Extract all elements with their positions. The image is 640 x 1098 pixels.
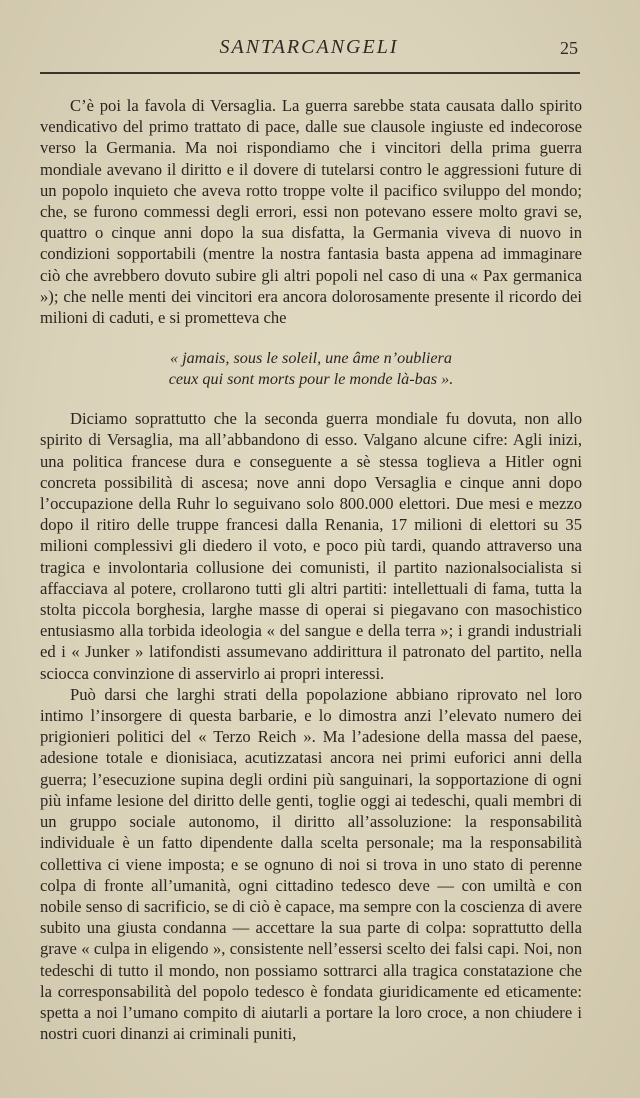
page-number: 25: [560, 38, 578, 58]
paragraph-versaglia: C’è poi la favola di Versaglia. La guerra sarebbe stata causata dallo spirito vendicativo del primo trattato di pace, dalle sue clausole ingiuste ed indecorose verso la Germania. Ma noi rispondiamo che i vincitori della prima guerra mondiale avevano il diritto e il dovere di tutelarsi contro le aggressioni future di un popolo inquieto che aveva rotto troppe volte il pacifico sviluppo del mondo; che, se furono commessi degli errori, essi non potevano essere molto gravi se, quattro o cinque anni dopo la sua disfatta, la Germania viveva di nuovo in condizioni sopportabili (mentre la nostra fantasia basta appena ad immaginare ciò che avrebbero dovuto subire gli altri popoli nel caso di una « Pax germanica »); che nelle menti dei vincitori era ancora dolorosamente presente il ricordo dei milioni di caduti, e si prometteva che: [40, 96, 582, 328]
running-title: SANTARCANGELI: [219, 36, 399, 58]
french-quote: [40, 348, 582, 390]
paragraph-second-war: Diciamo soprattutto che la seconda guerra mondiale fu dovuta, non allo spirito di Versaglia, ma all’abbandono di esso. Valgano alcune cifre: Agli inizi, una politica francese dura e conseguente a sè stessa toglieva a Hitler ogni concreta possibilità di ascesa; nove anni dopo Versaglia e cinque anni dopo l’occupazione della Ruhr lo seguivano solo 800.000 elettori. Due mesi e mezzo dopo il ritiro delle truppe francesi dalla Renania, 17 milioni di elettori su 35 milioni complessivi gli diedero il voto, e poco più tardi, quando attraverso una tragica e involontaria collusione dei comunisti, il partito nazionalsocialista si affacciava al potere, crollarono tutti gli altri partiti: intellettuali di fama, tutta la stolta piccola borghesia, larghe masse di operai si piegavano con masochistico entusiasmo alla torbida ideologia « del sangue e della terra »; i grandi industriali ed i « Junker » latifondisti assumevano addirittura il patronato del partito, nella sciocca convinzione di asservirlo ai propri interessi.: [40, 409, 582, 683]
page-header: [40, 36, 578, 76]
quote-line-2: ceux qui sont morts pour le monde là-bas ».: [168, 370, 454, 389]
paragraph-responsibility: Può darsi che larghi strati della popolazione abbiano riprovato nel loro intimo l’insorgere di questa barbarie, e lo dimostra anzi l’elevato numero dei prigionieri politici del « Terzo Reich ». Ma l’adesione della massa del paese, adesione totale e dionisiaca, acutizzatasi ancora nei primi euforici anni della guerra; l’esecuzione supina degli ordini più sanguinari, la sopportazione di ogni più infame lesione del diritto delle genti, toglie oggi ai tedeschi, quali membri di un gruppo sociale autonomo, il diritto all’assoluzione: la responsabilità individuale è un fatto dipendente dalla scelta personale; ma la responsabilità collettiva ci viene imposta; e se ognuno di noi si trova in uno stato di perenne colpa di fronte all’umanità, ogni cittadino tedesco deve — con umiltà e con nobile senso di sacrificio, se di ciò è capace, ma sempre con la coscienza di avere subito una giusta condanna — accettare la sua parte di colpa: soprattutto della grave « culpa in eligendo », consistente nell’essersi scelto dei falsi capi. Noi, non tedeschi di tutto il mondo, non possiamo sottrarci alla tragica constatazione che la corresponsabilità del popolo tedesco è fondata giuridicamente ed eticamente: spetta a noi l’umano compito di aiutarli a portare la loro croce, a non chiudere i nostri cuori dinanzi ai criminali puniti,: [40, 684, 582, 1044]
quote-line-1: « jamais, sous le soleil, une âme n’oubliera: [170, 349, 452, 368]
header-rule: [40, 72, 580, 74]
body-text: [40, 95, 582, 1044]
